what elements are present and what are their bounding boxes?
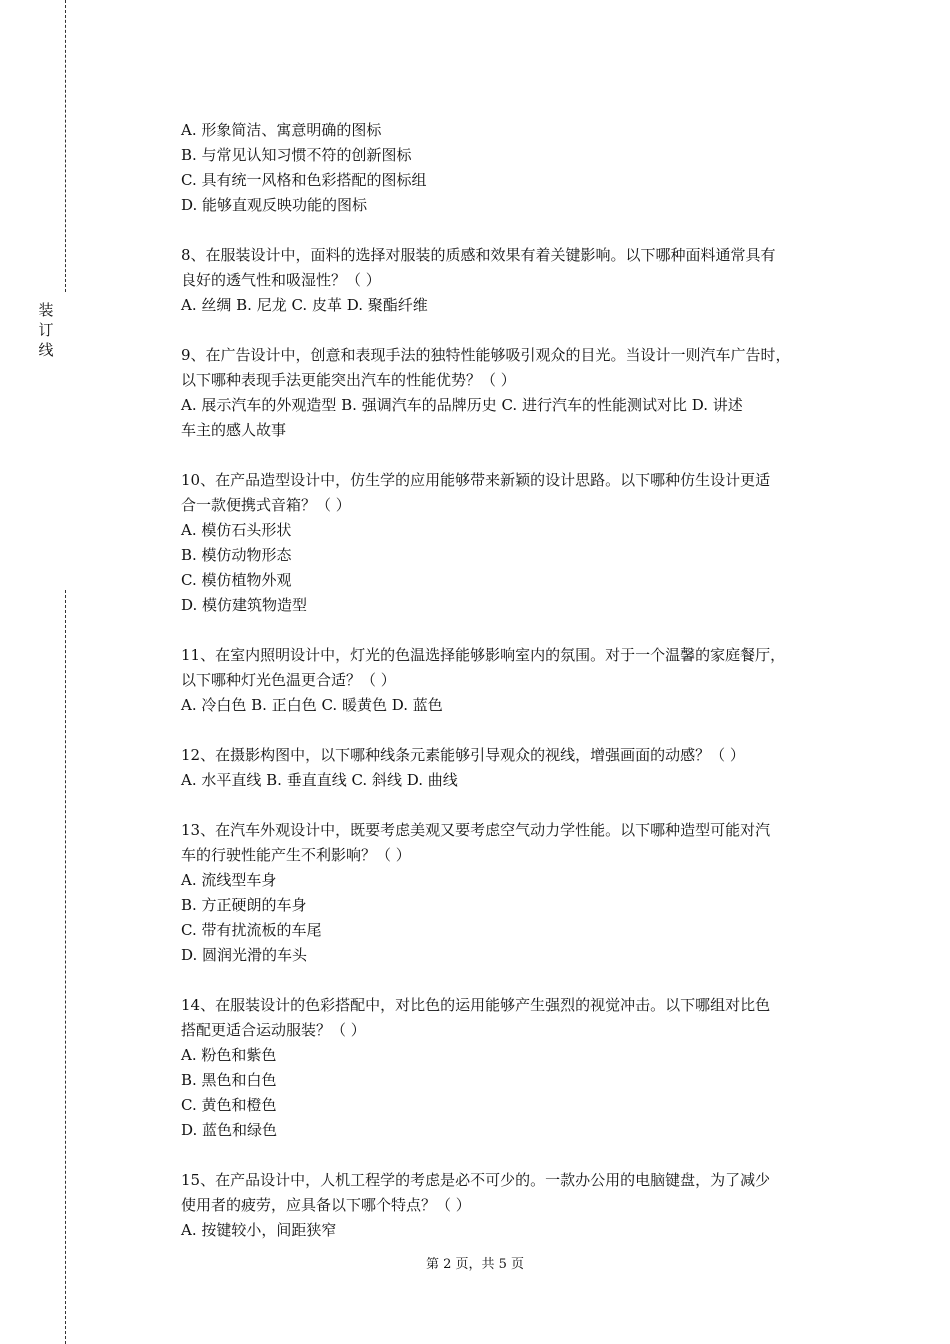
- binding-label-char: 线: [38, 341, 54, 359]
- question-9: [181, 343, 851, 443]
- question-stem-line: 15、在产品设计中，人机工程学的考虑是必不可少的。一款办公用的电脑键盘，为了减少: [181, 1171, 771, 1189]
- option-c: C. 具有统一风格和色彩搭配的图标组: [181, 171, 427, 189]
- question-7-continued: [181, 118, 851, 218]
- question-stem-line: 使用者的疲劳，应具备以下哪个特点？（ ）: [181, 1196, 471, 1214]
- question-stem-line: 14、在服装设计的色彩搭配中，对比色的运用能够产生强烈的视觉冲击。以下哪组对比色: [181, 996, 771, 1014]
- question-stem-line: 10、在产品造型设计中，仿生学的应用能够带来新颖的设计思路。以下哪种仿生设计更适: [181, 471, 771, 489]
- question-15: [181, 1168, 851, 1243]
- option-a: A. 流线型车身: [181, 871, 277, 889]
- question-10: [181, 468, 851, 618]
- question-stem-line: 12、在摄影构图中，以下哪种线条元素能够引导观众的视线，增强画面的动感？（ ）: [181, 746, 745, 764]
- question-stem-line: 以下哪种表现手法更能突出汽车的性能优势？（ ）: [181, 371, 516, 389]
- question-14: [181, 993, 851, 1143]
- option-b: B. 黑色和白色: [181, 1071, 277, 1089]
- option-d: D. 能够直观反映功能的图标: [181, 196, 368, 214]
- question-stem-line: 良好的透气性和吸湿性？（ ）: [181, 271, 381, 289]
- options-inline: A. 冷白色 B. 正白色 C. 暖黄色 D. 蓝色: [181, 696, 443, 714]
- question-stem-line: 13、在汽车外观设计中，既要考虑美观又要考虑空气动力学性能。以下哪种造型可能对汽: [181, 821, 771, 839]
- options-inline: A. 展示汽车的外观造型 B. 强调汽车的品牌历史 C. 进行汽车的性能测试对比 D. 讲述: [181, 396, 743, 414]
- option-b: B. 与常见认知习惯不符的创新图标: [181, 146, 412, 164]
- option-d: D. 蓝色和绿色: [181, 1121, 278, 1139]
- option-a: A. 形象简洁、寓意明确的图标: [181, 121, 382, 139]
- question-13: [181, 818, 851, 968]
- question-12: [181, 743, 851, 793]
- question-stem-line: 车的行驶性能产生不利影响？（ ）: [181, 846, 411, 864]
- option-c: C. 黄色和橙色: [181, 1096, 277, 1114]
- binding-dashed-line-bottom: [65, 590, 66, 1344]
- option-d: D. 圆润光滑的车头: [181, 946, 308, 964]
- question-list: [181, 118, 851, 1243]
- question-stem-line: 8、在服装设计中，面料的选择对服装的质感和效果有着关键影响。以下哪种面料通常具有: [181, 246, 776, 264]
- question-8: [181, 243, 851, 318]
- option-b: B. 模仿动物形态: [181, 546, 292, 564]
- option-c: C. 带有扰流板的车尾: [181, 921, 322, 939]
- option-b: B. 方正硬朗的车身: [181, 896, 307, 914]
- question-11: [181, 643, 851, 718]
- question-stem-line: 9、在广告设计中，创意和表现手法的独特性能够吸引观众的目光。当设计一则汽车广告时，: [181, 346, 791, 364]
- options-inline: A. 水平直线 B. 垂直直线 C. 斜线 D. 曲线: [181, 771, 458, 789]
- binding-dashed-line-top: [65, 0, 66, 292]
- options-inline-continued: 车主的感人故事: [181, 421, 287, 439]
- binding-line-label: [36, 300, 56, 360]
- question-stem-line: 11、在室内照明设计中，灯光的色温选择能够影响室内的氛围。对于一个温馨的家庭餐厅，: [181, 646, 786, 664]
- binding-label-char: 装: [38, 301, 54, 319]
- question-stem-line: 搭配更适合运动服装？（ ）: [181, 1021, 366, 1039]
- option-a: A. 粉色和紫色: [181, 1046, 277, 1064]
- option-c: C. 模仿植物外观: [181, 571, 292, 589]
- option-a: A. 按键较小，间距狭窄: [181, 1221, 337, 1239]
- option-a: A. 模仿石头形状: [181, 521, 292, 539]
- options-inline: A. 丝绸 B. 尼龙 C. 皮革 D. 聚酯纤维: [181, 296, 428, 314]
- question-stem-line: 以下哪种灯光色温更合适？（ ）: [181, 671, 396, 689]
- option-d: D. 模仿建筑物造型: [181, 596, 308, 614]
- question-stem-line: 合一款便携式音箱？（ ）: [181, 496, 351, 514]
- page-number-footer: 第 2 页，共 5 页: [425, 1257, 525, 1272]
- binding-label-char: 订: [38, 321, 54, 339]
